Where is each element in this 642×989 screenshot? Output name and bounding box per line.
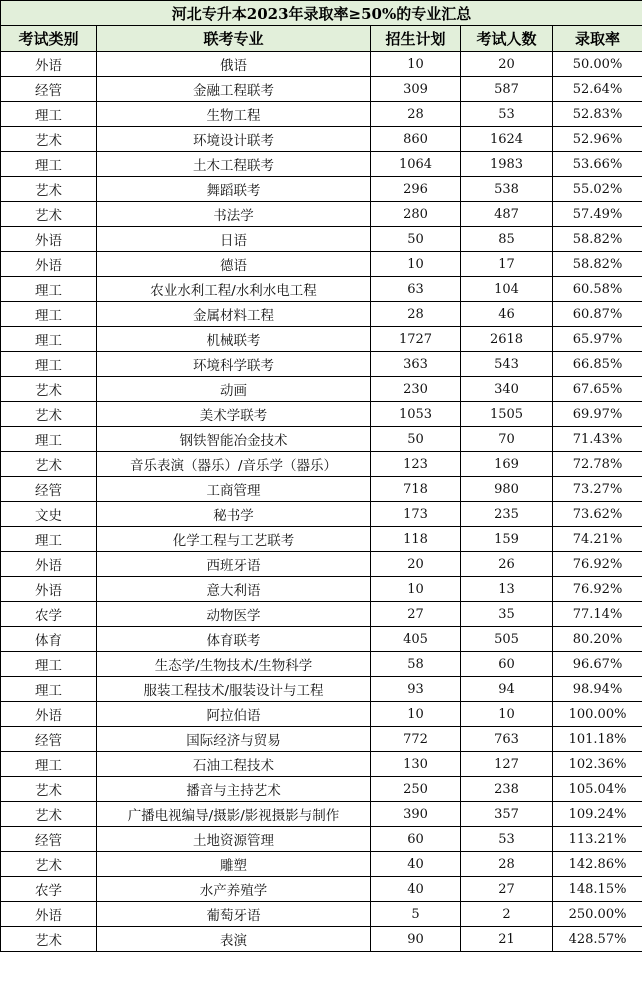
major-cell: 水产养殖学 [97,877,371,902]
rate-cell: 76.92% [553,577,642,602]
rate-cell: 148.15% [553,877,642,902]
examinees-cell: 235 [461,502,553,527]
category-cell: 农学 [1,602,97,627]
category-cell: 艺术 [1,202,97,227]
major-cell: 表演 [97,927,371,952]
category-cell: 文史 [1,502,97,527]
category-cell: 外语 [1,227,97,252]
examinees-cell: 85 [461,227,553,252]
examinees-cell: 13 [461,577,553,602]
table-row [1,102,642,127]
category-cell: 理工 [1,352,97,377]
examinees-cell: 104 [461,277,553,302]
plan-cell: 405 [371,627,461,652]
examinees-cell: 10 [461,702,553,727]
rate-cell: 50.00% [553,52,642,77]
examinees-cell: 487 [461,202,553,227]
plan-cell: 28 [371,302,461,327]
examinees-cell: 538 [461,177,553,202]
table-body [1,52,642,952]
major-cell: 书法学 [97,202,371,227]
examinees-cell: 17 [461,252,553,277]
major-cell: 雕塑 [97,852,371,877]
rate-cell: 55.02% [553,177,642,202]
plan-cell: 1053 [371,402,461,427]
plan-cell: 58 [371,652,461,677]
examinees-cell: 53 [461,827,553,852]
table-row [1,852,642,877]
table-row [1,202,642,227]
examinees-cell: 357 [461,802,553,827]
rate-cell: 76.92% [553,552,642,577]
major-cell: 生物工程 [97,102,371,127]
plan-cell: 10 [371,702,461,727]
examinees-cell: 53 [461,102,553,127]
category-cell: 理工 [1,327,97,352]
major-cell: 土木工程联考 [97,152,371,177]
category-cell: 理工 [1,302,97,327]
major-cell: 德语 [97,252,371,277]
category-cell: 艺术 [1,177,97,202]
category-cell: 经管 [1,477,97,502]
rate-cell: 73.62% [553,502,642,527]
category-cell: 经管 [1,727,97,752]
examinees-cell: 35 [461,602,553,627]
rate-cell: 52.96% [553,127,642,152]
plan-cell: 363 [371,352,461,377]
category-cell: 理工 [1,102,97,127]
table-row [1,702,642,727]
examinees-cell: 505 [461,627,553,652]
plan-cell: 173 [371,502,461,527]
category-cell: 艺术 [1,777,97,802]
plan-cell: 118 [371,527,461,552]
rate-cell: 67.65% [553,377,642,402]
major-cell: 机械联考 [97,327,371,352]
plan-cell: 772 [371,727,461,752]
category-cell: 经管 [1,77,97,102]
examinees-cell: 60 [461,652,553,677]
examinees-cell: 1983 [461,152,553,177]
category-cell: 外语 [1,252,97,277]
category-cell: 艺术 [1,852,97,877]
table-row [1,227,642,252]
rate-cell: 98.94% [553,677,642,702]
rate-cell: 101.18% [553,727,642,752]
table-row [1,302,642,327]
rate-cell: 142.86% [553,852,642,877]
table-row [1,627,642,652]
major-cell: 音乐表演（器乐）/音乐学（器乐） [97,452,371,477]
category-cell: 理工 [1,752,97,777]
table-row [1,727,642,752]
table-row [1,827,642,852]
examinees-cell: 127 [461,752,553,777]
major-cell: 生态学/生物技术/生物科学 [97,652,371,677]
major-cell: 环境科学联考 [97,352,371,377]
plan-cell: 93 [371,677,461,702]
category-cell: 理工 [1,527,97,552]
rate-cell: 57.49% [553,202,642,227]
plan-cell: 40 [371,877,461,902]
major-cell: 化学工程与工艺联考 [97,527,371,552]
table-row [1,377,642,402]
rate-cell: 69.97% [553,402,642,427]
plan-cell: 230 [371,377,461,402]
plan-cell: 90 [371,927,461,952]
major-cell: 秘书学 [97,502,371,527]
rate-cell: 71.43% [553,427,642,452]
examinees-cell: 159 [461,527,553,552]
major-cell: 西班牙语 [97,552,371,577]
table-row [1,902,642,927]
rate-cell: 96.67% [553,652,642,677]
major-cell: 金属材料工程 [97,302,371,327]
table-row [1,152,642,177]
rate-cell: 105.04% [553,777,642,802]
category-cell: 艺术 [1,802,97,827]
examinees-cell: 2618 [461,327,553,352]
major-cell: 日语 [97,227,371,252]
category-cell: 艺术 [1,377,97,402]
category-cell: 外语 [1,902,97,927]
rate-cell: 72.78% [553,452,642,477]
rate-cell: 74.21% [553,527,642,552]
examinees-cell: 980 [461,477,553,502]
table-row [1,327,642,352]
examinees-cell: 46 [461,302,553,327]
examinees-cell: 27 [461,877,553,902]
examinees-cell: 70 [461,427,553,452]
examinees-cell: 543 [461,352,553,377]
major-cell: 意大利语 [97,577,371,602]
rate-cell: 52.64% [553,77,642,102]
category-cell: 外语 [1,702,97,727]
examinees-cell: 28 [461,852,553,877]
plan-cell: 309 [371,77,461,102]
major-cell: 石油工程技术 [97,752,371,777]
plan-cell: 28 [371,102,461,127]
major-cell: 体育联考 [97,627,371,652]
table-row [1,127,642,152]
table-row [1,527,642,552]
table-row [1,877,642,902]
plan-cell: 50 [371,427,461,452]
rate-cell: 60.58% [553,277,642,302]
plan-cell: 296 [371,177,461,202]
header-examinees: 考试人数 [461,26,553,52]
plan-cell: 250 [371,777,461,802]
rate-cell: 65.97% [553,327,642,352]
plan-cell: 50 [371,227,461,252]
plan-cell: 60 [371,827,461,852]
table-row [1,502,642,527]
examinees-cell: 587 [461,77,553,102]
major-cell: 播音与主持艺术 [97,777,371,802]
major-cell: 美术学联考 [97,402,371,427]
plan-cell: 10 [371,252,461,277]
category-cell: 理工 [1,152,97,177]
category-cell: 经管 [1,827,97,852]
rate-cell: 250.00% [553,902,642,927]
major-cell: 土地资源管理 [97,827,371,852]
plan-cell: 130 [371,752,461,777]
table-row [1,777,642,802]
category-cell: 外语 [1,577,97,602]
examinees-cell: 238 [461,777,553,802]
category-cell: 艺术 [1,927,97,952]
plan-cell: 123 [371,452,461,477]
table-title: 河北专升本2023年录取率≥50%的专业汇总 [1,1,642,26]
rate-cell: 77.14% [553,602,642,627]
category-cell: 体育 [1,627,97,652]
table-row [1,77,642,102]
category-cell: 理工 [1,277,97,302]
major-cell: 环境设计联考 [97,127,371,152]
major-cell: 阿拉伯语 [97,702,371,727]
plan-cell: 27 [371,602,461,627]
rate-cell: 113.21% [553,827,642,852]
major-cell: 舞蹈联考 [97,177,371,202]
table-row [1,552,642,577]
plan-cell: 10 [371,52,461,77]
rate-cell: 100.00% [553,702,642,727]
category-cell: 外语 [1,552,97,577]
header-row [1,26,642,52]
examinees-cell: 763 [461,727,553,752]
major-cell: 服装工程技术/服装设计与工程 [97,677,371,702]
major-cell: 动物医学 [97,602,371,627]
plan-cell: 20 [371,552,461,577]
major-cell: 农业水利工程/水利水电工程 [97,277,371,302]
rate-cell: 73.27% [553,477,642,502]
rate-cell: 66.85% [553,352,642,377]
examinees-cell: 340 [461,377,553,402]
examinees-cell: 1505 [461,402,553,427]
table-row [1,652,642,677]
table-row [1,252,642,277]
plan-cell: 1727 [371,327,461,352]
major-cell: 金融工程联考 [97,77,371,102]
plan-cell: 5 [371,902,461,927]
plan-cell: 718 [371,477,461,502]
major-cell: 钢铁智能冶金技术 [97,427,371,452]
rate-cell: 102.36% [553,752,642,777]
table-row [1,602,642,627]
rate-cell: 60.87% [553,302,642,327]
major-cell: 国际经济与贸易 [97,727,371,752]
rate-cell: 428.57% [553,927,642,952]
plan-cell: 10 [371,577,461,602]
examinees-cell: 21 [461,927,553,952]
rate-cell: 52.83% [553,102,642,127]
table-row [1,802,642,827]
category-cell: 艺术 [1,452,97,477]
plan-cell: 40 [371,852,461,877]
plan-cell: 280 [371,202,461,227]
table-row [1,677,642,702]
plan-cell: 63 [371,277,461,302]
header-category: 考试类别 [1,26,97,52]
table-row [1,427,642,452]
category-cell: 艺术 [1,402,97,427]
table-row [1,52,642,77]
table-row [1,177,642,202]
examinees-cell: 2 [461,902,553,927]
header-major: 联考专业 [97,26,371,52]
table-row [1,452,642,477]
plan-cell: 860 [371,127,461,152]
table-row [1,577,642,602]
examinees-cell: 169 [461,452,553,477]
table-row [1,477,642,502]
rate-cell: 58.82% [553,252,642,277]
major-cell: 葡萄牙语 [97,902,371,927]
category-cell: 理工 [1,652,97,677]
plan-cell: 1064 [371,152,461,177]
table-row [1,927,642,952]
examinees-cell: 20 [461,52,553,77]
examinees-cell: 26 [461,552,553,577]
rate-cell: 80.20% [553,627,642,652]
category-cell: 农学 [1,877,97,902]
rate-cell: 58.82% [553,227,642,252]
rate-cell: 53.66% [553,152,642,177]
category-cell: 外语 [1,52,97,77]
major-cell: 广播电视编导/摄影/影视摄影与制作 [97,802,371,827]
header-plan: 招生计划 [371,26,461,52]
category-cell: 理工 [1,677,97,702]
header-rate: 录取率 [553,26,642,52]
table-row [1,752,642,777]
category-cell: 艺术 [1,127,97,152]
plan-cell: 390 [371,802,461,827]
major-cell: 工商管理 [97,477,371,502]
examinees-cell: 94 [461,677,553,702]
rate-cell: 109.24% [553,802,642,827]
table-row [1,402,642,427]
examinees-cell: 1624 [461,127,553,152]
table-row [1,352,642,377]
major-cell: 俄语 [97,52,371,77]
major-cell: 动画 [97,377,371,402]
category-cell: 理工 [1,427,97,452]
table-row [1,277,642,302]
